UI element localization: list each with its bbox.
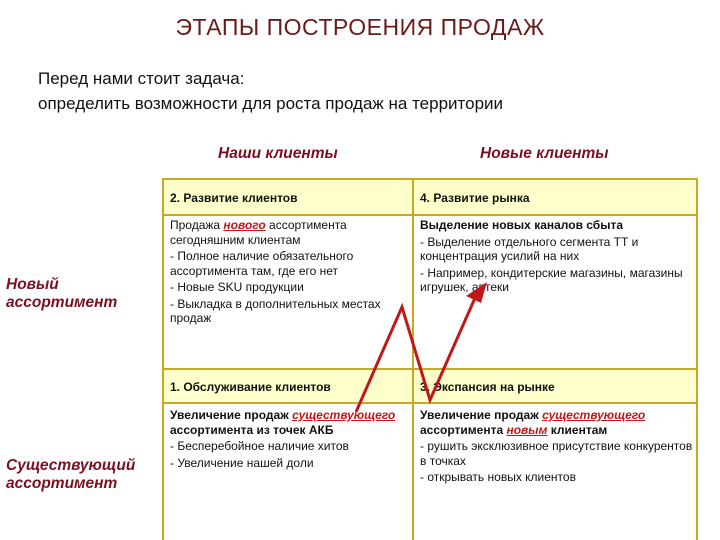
arrow-head-icon: [466, 282, 487, 303]
intro-line-2: определить возможности для роста продаж на территории: [38, 94, 504, 113]
row-header-existing-line-1: Существующий: [6, 457, 136, 474]
quadrant-2-item: - Полное наличие обязательного ассортимента там, где его нет: [170, 249, 354, 278]
quadrant-1-title: 1. Обслуживание клиентов: [170, 380, 331, 394]
row-header-existing-line-2: ассортимент: [6, 475, 118, 492]
quadrant-3-lead-text-end: клиентам: [547, 422, 608, 437]
quadrant-1-lead-text: Увеличение продаж: [170, 408, 293, 422]
quadrant-2-lead-emphasis: нового: [223, 218, 266, 232]
quadrant-3-lead-text-mid: ассортимента: [420, 422, 507, 437]
quadrant-3-item: - открывать новых клиентов: [420, 470, 576, 484]
row-header-new-line-1: Новый: [6, 276, 59, 293]
row-header-new-line-2: ассортимент: [6, 294, 118, 311]
quadrant-1-lead-emphasis: существующего: [292, 408, 396, 422]
quadrant-1-item: - Бесперебойное наличие хитов: [170, 439, 349, 453]
quadrant-2-title: 2. Развитие клиентов: [170, 191, 298, 205]
quadrant-1-lead-text-end: ассортимента из точек АКБ: [170, 422, 334, 437]
page-title: ЭТАПЫ ПОСТРОЕНИЯ ПРОДАЖ: [175, 14, 545, 40]
quadrant-1-item: - Увеличение нашей доли: [170, 455, 314, 470]
quadrant-4-lead: Выделение новых каналов сбыта: [420, 218, 624, 232]
quadrant-4-item: - Например, кондитерские магазины, магазины игрушек, аптеки: [420, 265, 683, 294]
quadrant-2-lead-text: Продажа: [170, 218, 224, 232]
quadrant-4-item: - Выделение отдельного сегмента ТТ и концентрация усилий на них: [420, 234, 639, 263]
quadrant-2-item: - Новые SKU продукции: [170, 280, 304, 294]
quadrant-2-item: - Выкладка в дополнительных местах продаж: [170, 296, 381, 325]
quadrant-3-lead-emphasis-2: новым: [506, 422, 548, 437]
quadrant-3-lead-emphasis: существующего: [542, 408, 646, 422]
quadrant-3-title: 3. Экспансия на рынке: [420, 380, 555, 394]
intro-line-1: Перед нами стоит задача:: [38, 69, 245, 88]
column-header-our-clients: Наши клиенты: [218, 145, 338, 162]
quadrant-2-lead-text-end: ассортимента сегодняшним клиентам: [170, 218, 347, 247]
quadrant-3-item: - рушить эксклюзивное присутствие конкурентов в точках: [420, 439, 693, 468]
zigzag-path-line: [356, 298, 475, 412]
quadrant-3-lead-text: Увеличение продаж: [420, 408, 543, 422]
quadrant-4-title: 4. Развитие рынка: [420, 191, 530, 205]
column-header-new-clients: Новые клиенты: [480, 145, 609, 162]
